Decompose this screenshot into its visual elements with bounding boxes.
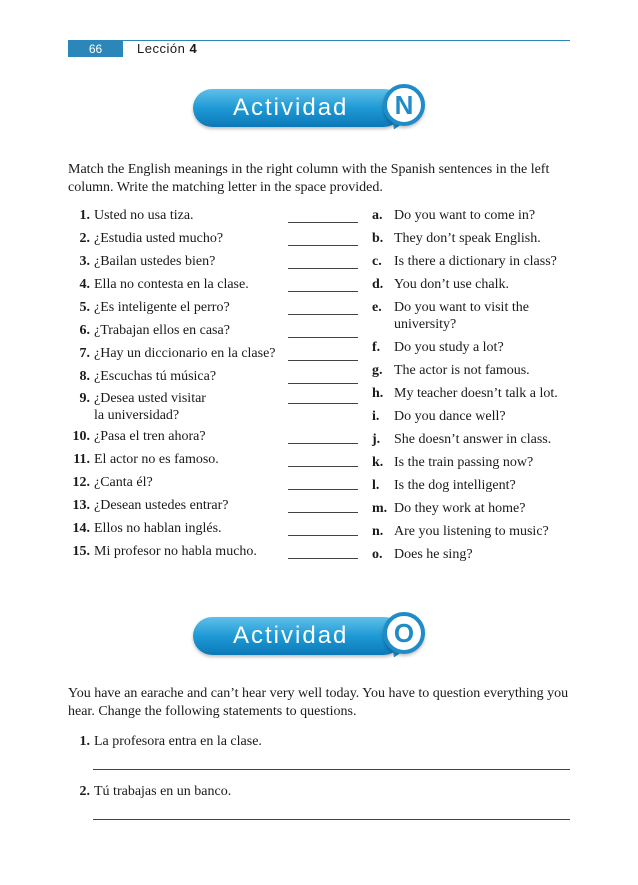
item-number: 12. <box>72 475 90 490</box>
spanish-sentence: ¿Es inteligente el perro? <box>94 300 230 315</box>
answer-blank[interactable] <box>288 512 358 513</box>
actividad-o-instructions: You have an earache and can’t hear very well today. You have to question everything you hear. Change the following statements to questions. <box>68 686 569 719</box>
actividad-o-banner <box>193 610 443 660</box>
page-number: 66 <box>68 41 123 57</box>
item-letter: a. <box>372 208 383 223</box>
answer-blank[interactable] <box>288 558 358 559</box>
item-number: 2. <box>79 784 90 799</box>
spanish-sentence: ¿Hay un diccionario en la clase? <box>94 346 276 361</box>
english-meaning: Do you study a lot? <box>394 340 504 355</box>
spanish-sentence: ¿Escuchas tú música? <box>94 369 217 384</box>
item-letter: o. <box>372 547 383 562</box>
english-meaning: Do you want to come in? <box>394 208 536 223</box>
item-letter: c. <box>372 254 382 269</box>
item-letter: h. <box>372 386 384 401</box>
actividad-n-letter: N <box>383 84 425 126</box>
item-letter: f. <box>372 340 381 355</box>
statement-text: Tú trabajas en un banco. <box>94 784 232 799</box>
actividad-n-banner <box>193 82 443 132</box>
answer-blank[interactable] <box>288 403 358 404</box>
item-number: 7. <box>79 346 90 361</box>
spanish-sentence: Ella no contesta en la clase. <box>94 277 249 292</box>
item-number: 15. <box>72 544 90 559</box>
answer-blank[interactable] <box>288 443 358 444</box>
english-meaning: Are you listening to music? <box>394 524 549 539</box>
item-number: 8. <box>79 369 90 384</box>
answer-blank[interactable] <box>288 314 358 315</box>
spanish-sentence: Usted no usa tiza. <box>94 208 194 223</box>
spanish-sentence: ¿Canta él? <box>94 475 153 490</box>
item-letter: i. <box>372 409 380 424</box>
answer-blank[interactable] <box>288 383 358 384</box>
item-number: 14. <box>72 521 90 536</box>
item-number: 9. <box>79 391 90 406</box>
spanish-sentence-continued: la universidad? <box>94 408 180 423</box>
spanish-sentence: Mi profesor no habla mucho. <box>94 544 257 559</box>
answer-blank[interactable] <box>288 245 358 246</box>
answer-blank[interactable] <box>288 489 358 490</box>
item-letter: n. <box>372 524 384 539</box>
spanish-sentence: Ellos no hablan inglés. <box>94 521 222 536</box>
item-letter: k. <box>372 455 384 470</box>
answer-blank[interactable] <box>288 360 358 361</box>
item-number: 10. <box>72 429 90 444</box>
item-number: 11. <box>73 452 90 467</box>
spanish-sentence: ¿Trabajan ellos en casa? <box>94 323 230 338</box>
actividad-n-title: Actividad <box>233 94 349 121</box>
english-meaning: Does he sing? <box>394 547 473 562</box>
spanish-sentence: El actor no es famoso. <box>94 452 219 467</box>
spanish-sentence: ¿Pasa el tren ahora? <box>94 429 206 444</box>
english-meaning: Do you want to visit the <box>394 300 529 315</box>
item-letter: g. <box>372 363 383 378</box>
answer-line[interactable] <box>93 769 570 770</box>
answer-blank[interactable] <box>288 466 358 467</box>
english-meaning: They don’t speak English. <box>394 231 541 246</box>
item-number: 6. <box>79 323 90 338</box>
item-letter: m. <box>372 501 388 516</box>
spanish-sentence: ¿Desean ustedes entrar? <box>94 498 229 513</box>
item-number: 2. <box>79 231 90 246</box>
item-number: 4. <box>79 277 90 292</box>
answer-blank[interactable] <box>288 222 358 223</box>
lesson-label: Lección <box>137 41 186 56</box>
lesson-title <box>137 41 197 57</box>
spanish-sentence: ¿Desea usted visitar <box>94 391 206 406</box>
english-meaning: My teacher doesn’t talk a lot. <box>394 386 558 401</box>
statement-text: La profesora entra en la clase. <box>94 734 262 749</box>
english-meaning: You don’t use chalk. <box>394 277 509 292</box>
item-number: 1. <box>79 734 90 749</box>
answer-blank[interactable] <box>288 337 358 338</box>
item-letter: l. <box>372 478 380 493</box>
item-number: 5. <box>79 300 90 315</box>
item-letter: e. <box>372 300 382 315</box>
english-meaning: Do you dance well? <box>394 409 506 424</box>
answer-blank[interactable] <box>288 535 358 536</box>
english-meaning: Is the train passing now? <box>394 455 534 470</box>
actividad-o-title: Actividad <box>233 622 349 649</box>
english-meaning-continued: university? <box>394 317 457 332</box>
item-number: 3. <box>79 254 90 269</box>
item-letter: d. <box>372 277 384 292</box>
actividad-n-instructions: Match the English meanings in the right column with the Spanish sentences in the left column. Write the matching letter in the space provided. <box>68 162 550 195</box>
answer-line[interactable] <box>93 819 570 820</box>
item-number: 13. <box>72 498 90 513</box>
lesson-number: 4 <box>189 41 198 56</box>
answer-blank[interactable] <box>288 291 358 292</box>
english-meaning: Is there a dictionary in class? <box>394 254 557 269</box>
english-meaning: Do they work at home? <box>394 501 526 516</box>
item-letter: j. <box>372 432 381 447</box>
actividad-o-letter: O <box>383 612 425 654</box>
item-letter: b. <box>372 231 384 246</box>
english-meaning: The actor is not famous. <box>394 363 530 378</box>
item-number: 1. <box>79 208 90 223</box>
spanish-sentence: ¿Bailan ustedes bien? <box>94 254 216 269</box>
english-meaning: Is the dog intelligent? <box>394 478 516 493</box>
spanish-sentence: ¿Estudia usted mucho? <box>94 231 224 246</box>
answer-blank[interactable] <box>288 268 358 269</box>
english-meaning: She doesn’t answer in class. <box>394 432 552 447</box>
